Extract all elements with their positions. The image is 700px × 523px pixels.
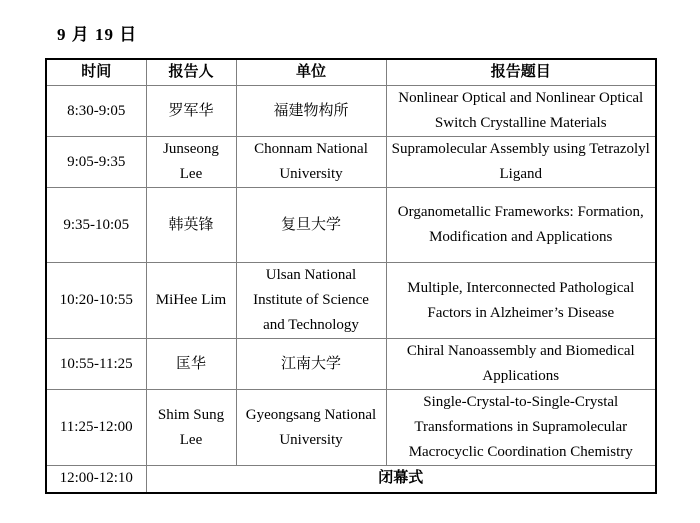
affiliation-cell: 福建物构所 xyxy=(236,86,386,137)
speaker-cell: 韩英锋 xyxy=(146,188,236,263)
time-cell: 11:25-12:00 xyxy=(46,390,146,466)
col-header-time: 时间 xyxy=(46,59,146,86)
title-cell: Organometallic Frameworks: Formation, Modification and Applications xyxy=(386,188,656,263)
title-cell: Nonlinear Optical and Nonlinear Optical Switch Crystalline Materials xyxy=(386,86,656,137)
table-row xyxy=(46,263,656,339)
time-cell: 10:55-11:25 xyxy=(46,339,146,390)
speaker-cell: 匡华 xyxy=(146,339,236,390)
closing-row xyxy=(46,466,656,493)
time-cell: 10:20-10:55 xyxy=(46,263,146,339)
title-cell: Chiral Nanoassembly and Biomedical Applications xyxy=(386,339,656,390)
table-row xyxy=(46,390,656,466)
col-header-affiliation: 单位 xyxy=(236,59,386,86)
title-cell: Supramolecular Assembly using Tetrazolyl Ligand xyxy=(386,137,656,188)
affiliation-cell: Gyeongsang National University xyxy=(236,390,386,466)
speaker-cell: Junseong Lee xyxy=(146,137,236,188)
header-row xyxy=(46,59,656,86)
speaker-cell: 罗军华 xyxy=(146,86,236,137)
title-cell: Single-Crystal-to-Single-Crystal Transformations in Supramolecular Macrocyclic Coordination Chemistry xyxy=(386,390,656,466)
affiliation-cell: 复旦大学 xyxy=(236,188,386,263)
time-cell: 12:00-12:10 xyxy=(46,466,146,493)
col-header-title: 报告题目 xyxy=(386,59,656,86)
affiliation-cell: Chonnam National University xyxy=(236,137,386,188)
affiliation-cell: Ulsan National Institute of Science and Technology xyxy=(236,263,386,339)
table-row xyxy=(46,188,656,263)
col-header-speaker: 报告人 xyxy=(146,59,236,86)
title-cell: Multiple, Interconnected Pathological Factors in Alzheimer’s Disease xyxy=(386,263,656,339)
table-row xyxy=(46,137,656,188)
schedule-table xyxy=(45,58,657,494)
time-cell: 9:35-10:05 xyxy=(46,188,146,263)
speaker-cell: Shim Sung Lee xyxy=(146,390,236,466)
date-heading: 9 月 19 日 xyxy=(57,25,138,44)
time-cell: 9:05-9:35 xyxy=(46,137,146,188)
affiliation-cell: 江南大学 xyxy=(236,339,386,390)
table-row xyxy=(46,339,656,390)
speaker-cell: MiHee Lim xyxy=(146,263,236,339)
time-cell: 8:30-9:05 xyxy=(46,86,146,137)
table-row xyxy=(46,86,656,137)
closing-ceremony-cell: 闭幕式 xyxy=(146,466,656,493)
